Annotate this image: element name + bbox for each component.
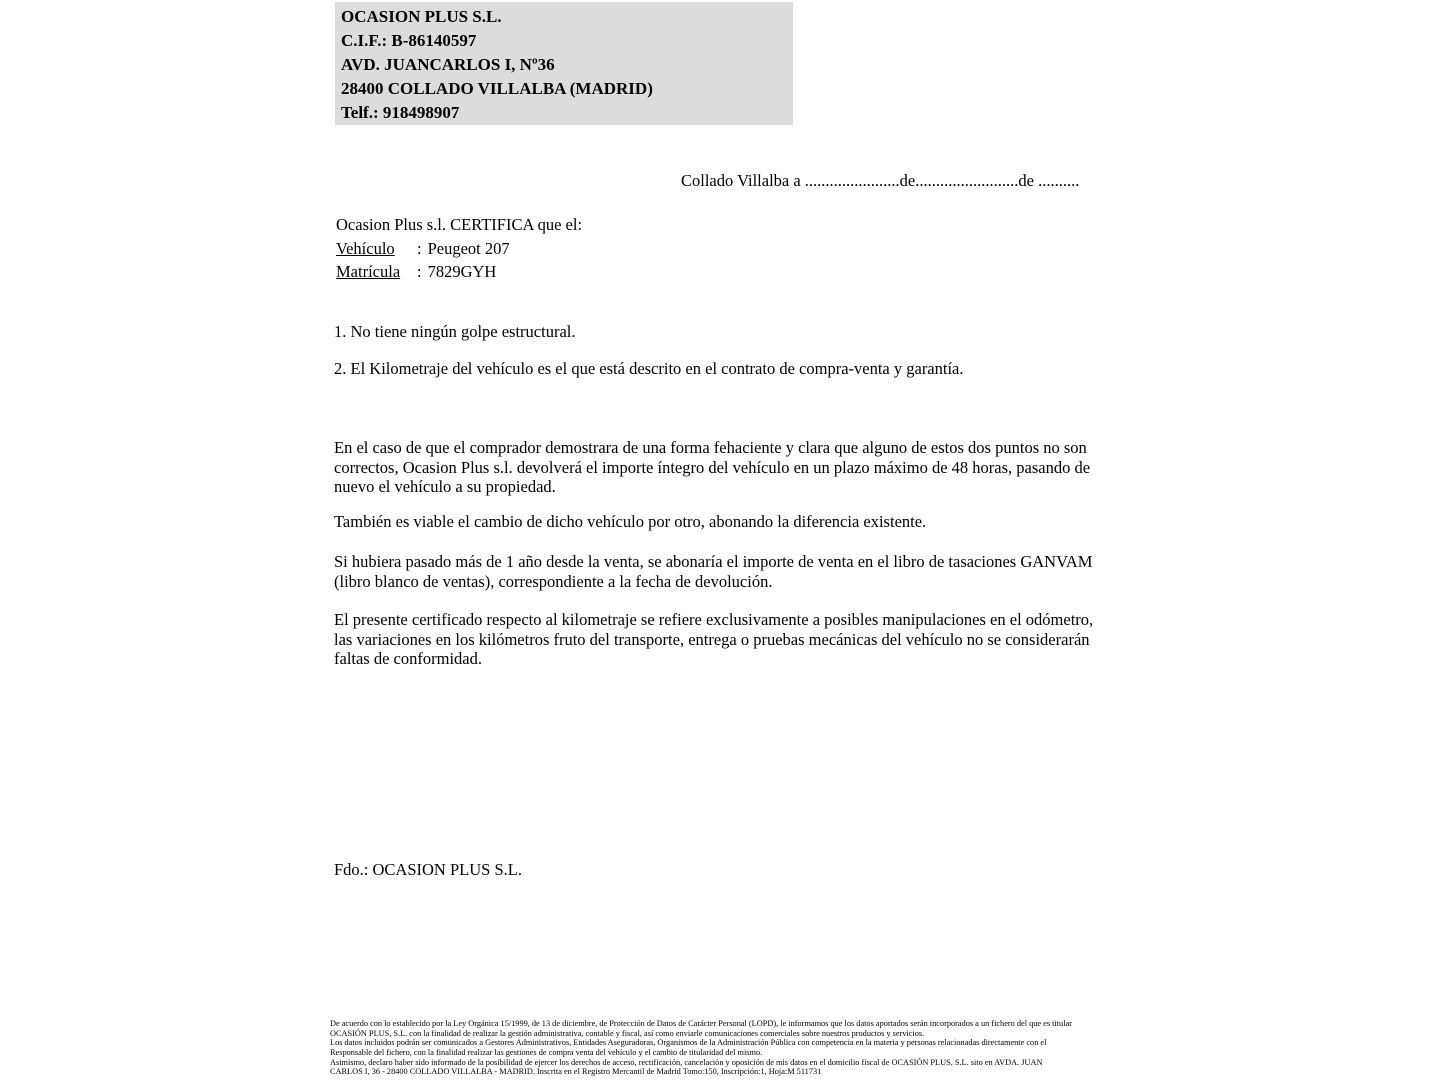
date-place-line: Collado Villalba a .......................de.........................de ..........	[681, 171, 1080, 190]
company-name: OCASION PLUS S.L.	[341, 7, 502, 26]
plate-separator: :	[417, 262, 422, 282]
plate-field	[336, 260, 582, 284]
company-address: AVD. JUANCARLOS I, Nº36	[341, 55, 555, 74]
certify-block	[336, 213, 582, 284]
legal-line-3: Los datos incluidos podrán ser comunicados a Gestores Administrativos, Entidades Aseguradoras, Organismos de la Administración Pública con competencia en la materia y personas relacionadas directamente con el	[330, 1038, 1047, 1048]
certify-point-2: 2. El Kilometraje del vehículo es el que está descrito en el contrato de compra-venta y garantía.	[334, 359, 964, 378]
signature-line: Fdo.: OCASION PLUS S.L.	[334, 860, 522, 879]
plate-label: Matrícula	[336, 262, 401, 282]
paragraph-ganvam-valuation: Si hubiera pasado más de 1 año desde la venta, se abonaría el importe de venta en el libro de tasaciones GANVAM (libro blanco de ventas), correspondiente a la fecha de devolución.	[334, 552, 1093, 591]
legal-line-2: OCASIÓN PLUS, S.L. con la finalidad de realizar la gestión administrativa, contable y fiscal, así como enviarle comunicaciones comerciales sobre nuestros productos y servicios.	[330, 1028, 925, 1038]
certify-point-1: 1. No tiene ningún golpe estructural.	[334, 322, 576, 341]
vehicle-separator: :	[417, 238, 422, 258]
legal-fine-print	[330, 1019, 1120, 1077]
plate-value: 7829GYH	[427, 262, 497, 282]
paragraph-exchange-option: También es viable el cambio de dicho vehículo por otro, abonando la diferencia existente.	[334, 512, 927, 531]
company-cif: C.I.F.: B-86140597	[341, 31, 477, 50]
vehicle-label: Vehículo	[336, 238, 395, 258]
company-city: 28400 COLLADO VILLALBA (MADRID)	[341, 79, 653, 98]
paragraph-refund-policy: En el caso de que el comprador demostrara de una forma fehaciente y clara que alguno de estos dos puntos no son correctos, Ocasion Plus s.l. devolverá el importe íntegro del vehículo en un plazo máximo de 48 horas, pasando de nuevo el vehículo a su propiedad.	[334, 438, 1091, 497]
paragraph-odometer-disclaimer: El presente certificado respecto al kilometraje se refiere exclusivamente a posibles manipulaciones en el odómetro, las variaciones en los kilómetros fruto del transporte, entrega o pruebas mecánicas del vehículo no se considerarán faltas de conformidad.	[334, 610, 1094, 669]
legal-line-6: CARLOS I, 36 - 28400 COLLADO VILLALBA - MADRID. Inscrita en el Registro Mercantil de Madrid Tomo:150, Inscripción:1, Hoja:M 511731	[330, 1067, 822, 1077]
legal-line-1: De acuerdo con lo establecido por la Ley Orgánica 15/1999, de 13 de diciembre, de Protección de Datos de Carácter Personal (LOPD), le informamos que los datos aportados serán incorporados a un fichero del que es titular	[330, 1019, 1072, 1028]
company-phone: Telf.: 918498907	[341, 103, 460, 122]
certify-intro: Ocasion Plus s.l. CERTIFICA que el:	[336, 215, 583, 234]
legal-line-4: Responsable del fichero, con la finalidad realizar las gestiones de compra venta del vehículo y el cambio de titularidad del mismo.	[330, 1047, 763, 1057]
company-header-box	[335, 2, 793, 125]
legal-line-5: Asimismo, declaro haber sido informado de la posibilidad de ejercer los derechos de acceso, rectificación, cancelación y oposición de mis datos en el domicilio fiscal de OCASIÓN PLUS, S.L. sito en AVDA. JUAN	[330, 1057, 1043, 1067]
vehicle-field	[336, 237, 582, 261]
vehicle-value: Peugeot 207	[427, 238, 510, 258]
